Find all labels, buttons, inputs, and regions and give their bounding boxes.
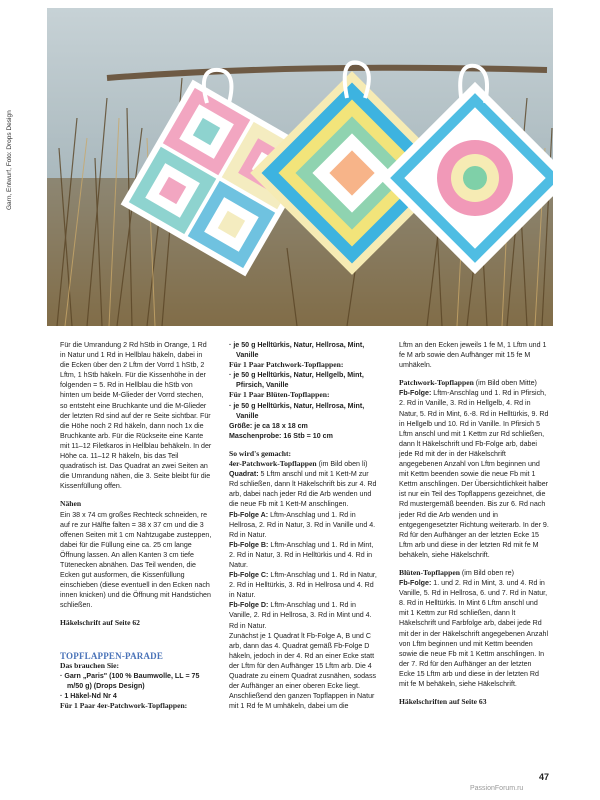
color-sequence-c-text: Lftm-Anschlag und 1. Rd in Natur, 2. Rd in Helltürkis, 3. Rd in Hellrosa und 4. Rd in Natur. bbox=[229, 571, 377, 600]
materials-heading: Das brauchen Sie: bbox=[60, 660, 120, 670]
section-title-topflappen: TOPFLAPPEN-PARADE bbox=[60, 650, 164, 661]
color-sequence-a-label: Fb-Folge A: bbox=[229, 510, 269, 519]
chart-reference-2: Häkelschriften auf Seite 63 bbox=[399, 697, 487, 707]
materials-pair-1: · je 50 g Helltürkis, Natur, Hellrosa, Mint, Vanille bbox=[229, 341, 365, 360]
sub-heading-blueten bbox=[399, 568, 549, 578]
blueten-color-text: 1. und 2. Rd in Mint, 3. und 4. Rd in Vanille, 5. Rd in Hellrosa, 6. und 7. Rd in Natur, 8. Rd in Helltürkis. In Mint 6 Lftm anschl und mit 1 Kettm zur Rd schließen, dann lt Häkelschrift und Farbfolge arb, dabei jede Rd mit der in der Häkelschrift angegebenen Anzahl von Lftm beginnen und mit Kettm beenden sowie die neue Fb mit 1 Kettm anschlingen. In der 7. Rd für den Aufhänger an der letzten Ecke 15 Lftm arb und diese in der letzten Rd mit fe M behäkeln, siehe Häkelschrift. bbox=[399, 579, 549, 688]
materials-yarn: · Garn „Paris" (100 % Baumwolle, LL = 75 m/50 g) (Drops Design) bbox=[60, 671, 200, 690]
color-sequence-a-text: Lftm-Anschlag und 1. Rd in Hellrosa, 2. Rd in Natur, 3. Rd in Vanille und 4. Rd in Natur. bbox=[229, 510, 376, 539]
chart-reference-1: Häkelschrift auf Seite 62 bbox=[60, 618, 140, 628]
page-number: 47 bbox=[539, 772, 550, 782]
patchwork-color-text: Lftm-Anschlag und 1. Rd in Pfirsich, 2. Rd in Vanille, 3. Rd in Hellgelb, 4. Rd in Natur, 5. Rd in Mint, 6.-8. Rd in Helltürkis, 9. Rd in Hellgelb und 10. Rd in Vanille. In Pfirsich 5 Lftm anschl und mit 1 Kettm zur Rd schließen, dann lt Häkelschrift und Fb-Folge arb, dabei jede Rd mit der in der Häkelschrift angegebenen Anzahl von Lftm beginnen und mit Kettm beenden sowie die neue Fb mit 1 Kettm anschlingen. Der Übersichtlichkeit halber ist nur ein Teil des Topflappens gezeichnet, die Rd mustergemäß beenden. Bis zur 6. Rd nach jeder Rd die Arb wenden und in entgegengesetzter Richtung weiterarb. In der 9. Rd für den Aufhänger an der letzten Ecke 15 Lftm arb und diese in der letzten Rd mit fe M behäkeln, siehe Häkelschrift. bbox=[399, 389, 549, 559]
quadrat-instructions bbox=[229, 469, 379, 509]
sub-heading-patchwork-note: (im Bild oben Mitte) bbox=[473, 379, 537, 388]
materials-pair-3: · je 50 g Helltürkis, Natur, Hellrosa, Mint, Vanille bbox=[229, 401, 365, 420]
color-sequence-a bbox=[229, 510, 379, 540]
assembly-continued: Lftm an den Ecken jeweils 1 fe M, 1 Lftm und 1 fe M arb sowie den Aufhänger mit 15 fe M umhäkeln. bbox=[399, 341, 547, 370]
blueten-instructions bbox=[399, 578, 549, 689]
color-sequence-d bbox=[229, 600, 379, 630]
materials-pair-2: · je 50 g Helltürkis, Natur, Hellgelb, Mint, Pfirsich, Vanille bbox=[229, 371, 364, 390]
photo-credit: Garn, Entwurf, Foto: Drops Design bbox=[6, 110, 13, 210]
quadrat-label: Quadrat: bbox=[229, 470, 259, 479]
pair-heading-1: Für 1 Paar 4er-Patchwork-Topflappen: bbox=[60, 701, 188, 710]
column-3 bbox=[399, 340, 549, 707]
sub-heading-4er-title: 4er-Patchwork-Topflappen bbox=[229, 459, 317, 469]
pair-heading-2: Für 1 Paar Patchwork-Topflappen: bbox=[229, 360, 344, 370]
materials-hook: · 1 Häkel-Nd Nr 4 bbox=[60, 691, 117, 700]
size-info: Größe: je ca 18 x 18 cm bbox=[229, 421, 308, 430]
paragraph-naehen: Ein 38 x 74 cm großes Rechteck schneiden, re auf re zur Hälfte falten = 38 x 37 cm und die 3 offenen Seiten mit 1 cm Nahtzugabe zusteppen, dabei für die Füllung eine ca. 25 cm lange Öffnung lassen. An allen Kanten 3 cm tiefe Tütenecken abnähen. Das Teil wenden, die Ecken gut ausformen, die Kissenfüllung einschieben (diese eventuell in den Ecken nach innen knicken) und die Öffnung mit Handstichen schließen. bbox=[60, 510, 212, 610]
sub-heading-4er-note: (im Bild oben li) bbox=[316, 460, 368, 469]
color-sequence-b-label: Fb-Folge B: bbox=[229, 540, 269, 549]
column-2 bbox=[229, 340, 379, 711]
sub-heading-patchwork-title: Patchwork-Topflappen bbox=[399, 378, 474, 388]
instructions-heading: So wird's gemacht: bbox=[229, 448, 292, 458]
footer-watermark: PassionForum.ru bbox=[470, 785, 524, 792]
assembly-instructions: Zunächst je 1 Quadrat lt Fb-Folge A, B und C arb, dann das 4. Quadrat gemäß Fb-Folge D häkeln, jedoch in der 4. Rd an einer Ecke statt der Lftm für den Aufhänger 15 Lftm arb. Die 4 Quadrate zu einem Quadrat zusnähen, sodass der Aufhänger an einer oberen Ecke liegt. Anschließend den ganzen Topflappen in Natur mit 1 Rd fe M umhäkeln, dabei um die bbox=[229, 631, 377, 711]
sub-heading-4er bbox=[229, 459, 379, 469]
color-sequence-c-label: Fb-Folge C: bbox=[229, 571, 269, 580]
patchwork-color-label: Fb-Folge: bbox=[399, 389, 432, 398]
heading-naehen: Nähen bbox=[60, 499, 82, 509]
sub-heading-patchwork bbox=[399, 378, 549, 388]
paragraph-umrandung: Für die Umrandung 2 Rd hStb in Orange, 1 Rd in Natur und 1 Rd in Hellblau häkeln, dabei in die Ecken über den 2 Lftm der Vorrd 1 hStb, 2 Lftm, 1 hStb häkeln. Für die Kissenhöhe in der folgenden = 5. Rd in Hellblau die hStb von hinten um beide M-Glieder der Vorrd stechen, so entsteht eine Bruchkante und die M-Glieder der letzten Rd sind auf der re Seite sichtbar. Für die Höhe noch 2 Rd häkeln, dann noch 1x die Bruchkante arb. Für die Rückseite eine Kante mit 11–12 Filetkaros in Hellblau behäkeln. In der Höhe ca. 11–12 R häkeln, bis das Teil quadratisch ist. Das Quadrat an zwei Seiten an die Umrandung nähen, die 3. Seite bleibt für die Kissenfüllung offen. bbox=[60, 341, 212, 491]
pair-heading-3: Für 1 Paar Blüten-Topflappen: bbox=[229, 390, 330, 400]
sub-heading-blueten-title: Blüten-Topflappen bbox=[399, 567, 460, 577]
photo-illustration bbox=[47, 8, 553, 326]
gauge-info: Maschenprobe: 16 Stb = 10 cm bbox=[229, 431, 333, 440]
color-sequence-d-text: Lftm-Anschlag und 1. Rd in Vanille, 2. Rd in Hellrosa, 3. Rd in Mint und 4. Rd in Natur. bbox=[229, 601, 372, 630]
quadrat-text: 5 Lftm anschl und mit 1 Kett-M zur Rd schließen, dann lt Häkelschrift bis zur 4. Rd arb, dabei nach jeder Rd die Arb wenden und die neue Fb mit 1 Kett-M anschlingen. bbox=[229, 470, 377, 509]
patchwork-instructions bbox=[399, 388, 549, 560]
color-sequence-b bbox=[229, 540, 379, 570]
blueten-color-label: Fb-Folge: bbox=[399, 579, 432, 588]
color-sequence-b-text: Lftm-Anschlag und 1. Rd in Mint, 2. Rd in Natur, 3. Rd in Helltürkis und 4. Rd in Natur. bbox=[229, 540, 374, 569]
column-1 bbox=[60, 340, 212, 711]
sub-heading-blueten-note: (im Bild oben re) bbox=[459, 568, 514, 577]
color-sequence-c bbox=[229, 570, 379, 600]
potholders-photo bbox=[47, 8, 553, 326]
color-sequence-d-label: Fb-Folge D: bbox=[229, 601, 269, 610]
